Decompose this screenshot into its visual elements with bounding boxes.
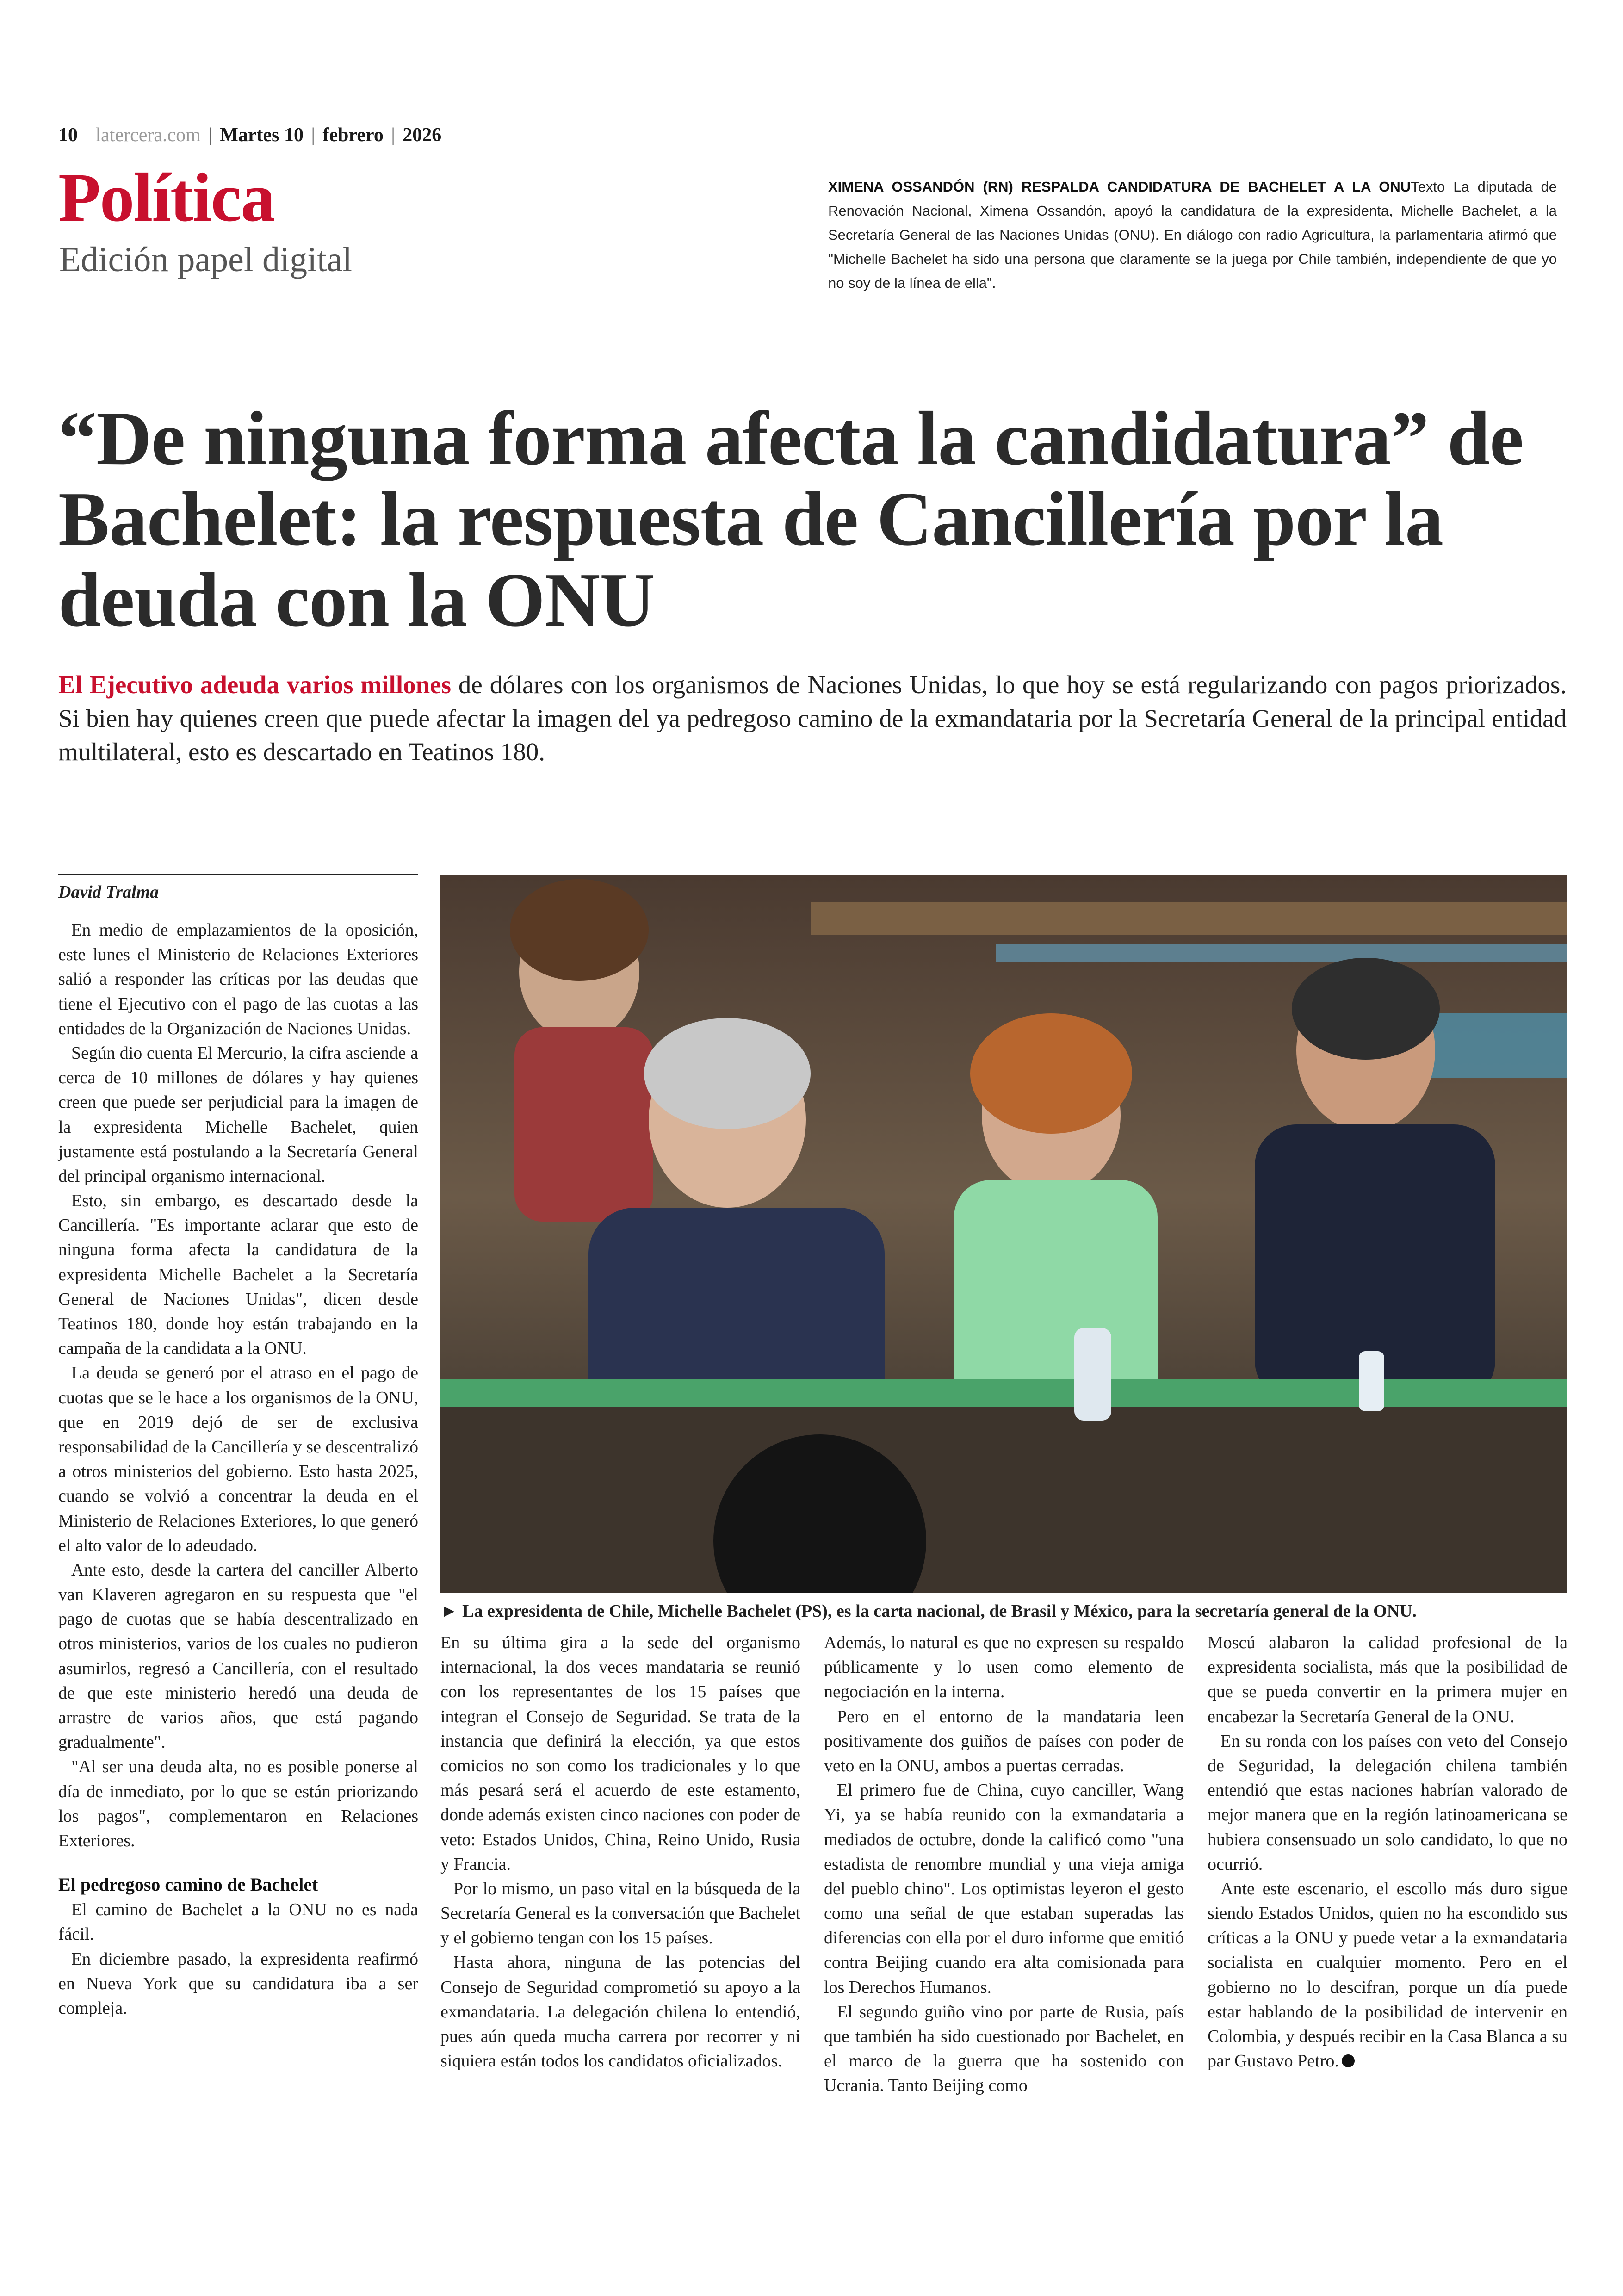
paragraph: En su última gira a la sede del organismo internacional, la dos veces mandataria se reunió con los representantes de los 15 países que integran el Consejo de Seguridad. Se trata de la instancia que definirá la elección, ya que estos comicios no son como los tradicionales y lo que más pesará será el acuerdo de este estamento, donde además existen cinco naciones con poder de veto: Estados Unidos, China, Reino Unido, Rusia y Francia. bbox=[440, 1633, 800, 1874]
paragraph: En su ronda con los países con veto del Consejo de Seguridad, la delegación chilena también entendió que estas naciones habrían valorado de mejor manera que en la región latinoamericana se hubiera consensuado un solo candidato, lo que no ocurrió. bbox=[1208, 1731, 1567, 1874]
paragraph: Ante este escenario, el escollo más duro sigue siendo Estados Unidos, quien no ha escondido sus críticas a la ONU y puede vetar a la exmandataria socialista en cualquier momento. Pero en el gobierno no lo descifran, porque un día puede estar hablando de la posibilidad de intervenir en Colombia, y después recibir en la Casa Blanca a su par Gustavo Petro. bbox=[1208, 1879, 1567, 2071]
paragraph: El primero fue de China, cuyo canciller, Wang Yi, ya se había reunido con la exmandataria a mediados de octubre, donde la calificó como "una estadista de renombre mundial y una vieja amiga del pueblo chino". Los optimistas leyeron el gesto como una señal de que estaban superadas las diferencias con ella por el duro informe que emitió contra Beijing cuando era alta comisionada para los Derechos Humanos. bbox=[824, 1781, 1184, 1997]
byline-rule bbox=[58, 874, 418, 875]
deck-highlight: El Ejecutivo adeuda varios millones bbox=[58, 670, 451, 699]
paragraph: El camino de Bachelet a la ONU no es nada fácil. bbox=[58, 1900, 418, 1944]
issue-day: Martes 10 bbox=[220, 124, 304, 146]
news-brief bbox=[828, 175, 1557, 295]
article-subhead: El pedregoso camino de Bachelet bbox=[58, 1874, 318, 1895]
byline: David Tralma bbox=[58, 882, 159, 902]
end-mark-icon bbox=[1342, 2054, 1355, 2067]
photo-caption: ► La expresidenta de Chile, Michelle Bachelet (PS), es la carta nacional, de Brasil y México, para la secretaría general de la ONU. bbox=[440, 1601, 1417, 1621]
paragraph: Ante esto, desde la cartera del canciller Alberto van Klaveren agregaron en su respuesta que "el pago de cuotas que se había descentralizado en otros ministerios, varios de los cuales no pudieron asumirlos, regresó a Cancillería, con el resultado de que este ministerio heredó una deuda de arrastre de varios años, que está pagando gradualmente". bbox=[58, 1560, 418, 1752]
article-headline: “De ninguna forma afecta la candidatura” de Bachelet: la respuesta de Cancillería por la deuda con la ONU bbox=[58, 396, 1524, 642]
section-title: Política bbox=[58, 159, 275, 236]
page-folio: 10 latercera.com | Martes 10 | febrero | 2026 bbox=[58, 124, 442, 146]
paragraph: Esto, sin embargo, es descartado desde la Cancillería. "Es importante aclarar que esto de ninguna forma afecta la candidatura de la expresidenta Michelle Bachelet a la Secretaría General de Naciones Unidas", dicen desde Teatinos 180, donde hoy están trabajando en la campaña de la candidata a la ONU. bbox=[58, 1191, 418, 1359]
paragraph: La deuda se generó por el atraso en el pago de cuotas que se le hace a los organismos de la ONU, que en 2019 dejó de ser de exclusiva responsabilidad de la Cancillería y se descentralizó a otros ministerios del gobierno. Esto hasta 2025, cuando se volvió a concentrar la deuda en el Ministerio de Relaciones Exteriores, lo que generó el alto valor de lo adeudado. bbox=[58, 1363, 418, 1555]
issue-year: 2026 bbox=[403, 124, 442, 146]
paragraph: Pero en el entorno de la mandataria leen positivamente dos guiños de países con poder de veto en la ONU, ambos a puertas cerradas. bbox=[824, 1706, 1184, 1775]
paragraph: Según dio cuenta El Mercurio, la cifra asciende a cerca de 10 millones de dólares y hay quienes creen que puede ser perjudicial para la imagen de la expresidenta Michelle Bachelet, quien justamente está postulando a la Secretaría General del principal organismo internacional. bbox=[58, 1043, 418, 1186]
paragraph: Moscú alabaron la calidad profesional de la expresidenta socialista, más que la posibilidad de que se pueda convertir en la primera mujer en encabezar la Secretaría General de la ONU. bbox=[1208, 1633, 1567, 1726]
issue-month: febrero bbox=[322, 124, 384, 146]
paragraph: Además, lo natural es que no expresen su respaldo públicamente y lo usen como elemento de negociación en la interna. bbox=[824, 1633, 1184, 1702]
paragraph: En medio de emplazamientos de la oposición, este lunes el Ministerio de Relaciones Exteriores salió a responder las críticas por las deudas que tiene el Ejecutivo con el pago de las cuotas a las entidades de la Organización de Naciones Unidas. bbox=[58, 920, 418, 1038]
paragraph: En diciembre pasado, la expresidenta reafirmó en Nueva York que su candidatura iba a ser compleja. bbox=[58, 1949, 418, 2018]
brief-headline: XIMENA OSSANDÓN (RN) RESPALDA CANDIDATURA DE BACHELET A LA ONU bbox=[828, 179, 1411, 195]
body-column-4 bbox=[1208, 1631, 1567, 2073]
page-number: 10 bbox=[58, 124, 78, 146]
body-column-2 bbox=[440, 1631, 800, 2073]
body-column-1 bbox=[58, 918, 418, 2021]
paragraph: Por lo mismo, un paso vital en la búsqueda de la Secretaría General es la conversación que Bachelet y el gobierno tengan con los 15 países. bbox=[440, 1879, 800, 1948]
paragraph: El segundo guiño vino por parte de Rusia, país que también ha sido cuestionado por Bachelet, en el marco de la guerra que ha sostenido con Ucrania. Tanto Beijing como bbox=[824, 2002, 1184, 2096]
edition-label: Edición papel digital bbox=[59, 240, 353, 279]
article-photo bbox=[440, 875, 1567, 1593]
body-column-3 bbox=[824, 1631, 1184, 2098]
site-name[interactable]: latercera.com bbox=[95, 124, 201, 146]
paragraph: "Al ser una deuda alta, no es posible ponerse al día de inmediato, por lo que se están priorizando los pagos", complementaron en Relaciones Exteriores. bbox=[58, 1757, 418, 1850]
article-deck bbox=[58, 668, 1567, 769]
paragraph: Hasta ahora, ninguna de las potencias del Consejo de Seguridad comprometió su apoyo a la exmandataria. La delegación chilena lo entendió, pues aún queda mucha carrera por recorrer y ni siquiera están todos los candidatos oficializados. bbox=[440, 1953, 800, 2071]
brief-body: Texto La diputada de Renovación Nacional, Ximena Ossandón, apoyó la candidatura de la expresidenta, Michelle Bachelet, a la Secretaría General de las Naciones Unidas (ONU). En diálogo con radio Agricultura, la parlamentaria afirmó que "Michelle Bachelet ha sido una persona que claramente se la juega por Chile también, independiente de que yo no soy de la línea de ella". bbox=[828, 179, 1557, 292]
deck-text: de dólares con los organismos de Naciones Unidas, lo que hoy se está regularizando con pagos priorizados. Si bien hay quienes creen que puede afectar la imagen del ya pedregoso camino de la exmandataria por la Secretaría General de la principal entidad multilateral, esto es descartado en Teatinos 180. bbox=[58, 670, 1567, 766]
